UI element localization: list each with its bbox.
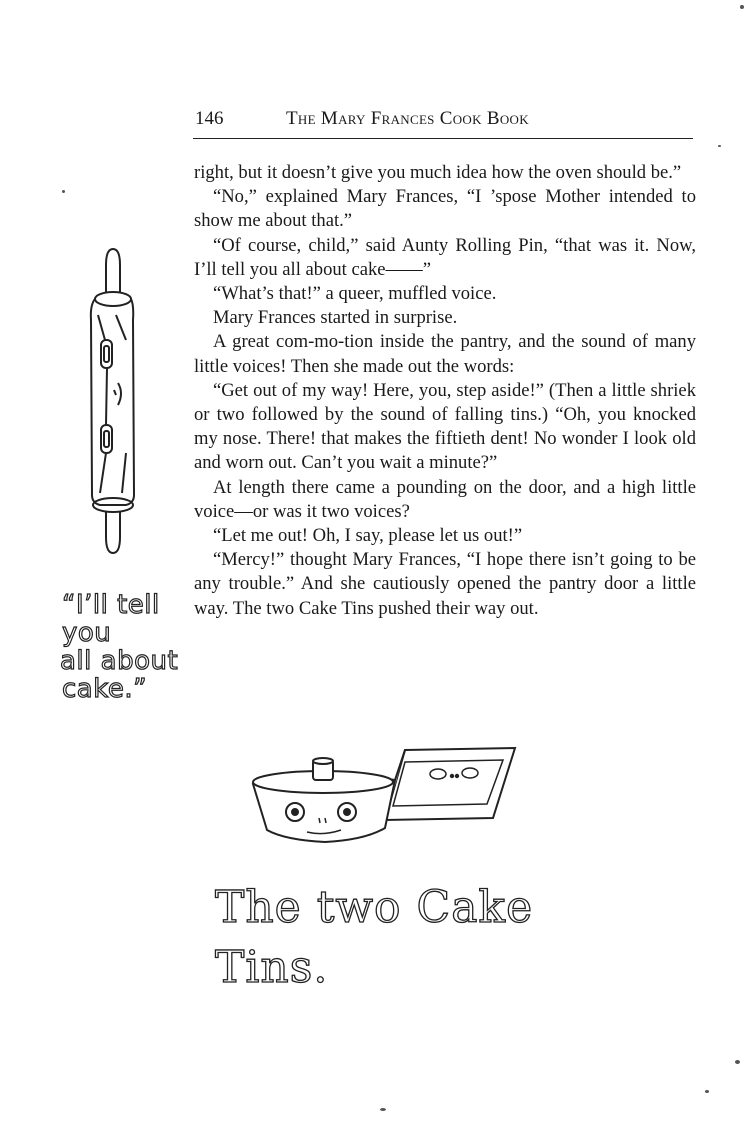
paragraph-7: “Get out of my way! Here, you, step aside!” (Then a little shriek or two followed by the sound of falling tins.) “Oh, you knocked my nose. There! that makes the fiftieth dent! No wonder I look old and worn out. Can’t you wait a minute?” — [194, 379, 696, 474]
side-caption — [60, 591, 190, 703]
scan-speck — [718, 145, 721, 147]
page-header — [193, 106, 693, 139]
scan-speck — [380, 1108, 386, 1111]
side-caption-line-3: all about — [60, 646, 179, 676]
scan-speck — [735, 1060, 740, 1064]
page-number: 146 — [195, 108, 224, 129]
paragraph-5: Mary Frances started in surprise. — [213, 307, 458, 329]
paragraph-10: “Mercy!” thought Mary Frances, “I hope there isn’t going to be any trouble.” And she cautiously opened the pantry door a little way. The two Cake Tins pushed their way out. — [194, 549, 696, 619]
paragraph-3: “Of course, child,” said Aunty Rolling Pin, “that was it. Now, I’ll tell you all about cake——” — [194, 234, 696, 280]
body-text — [194, 161, 696, 621]
side-caption-line-4: cake.” — [62, 674, 148, 704]
paragraph-6: A great com-mo-tion inside the pantry, and the sound of many little voices! Then she made out the words: — [194, 331, 696, 377]
cake-tins-illustration — [245, 740, 525, 850]
paragraph-1: right, but it doesn’t give you much idea how the oven should be.” — [194, 162, 682, 183]
scan-speck — [62, 190, 65, 193]
side-caption-line-1: “I’ll tell — [62, 590, 160, 620]
bottom-caption: The two Cake Tins. — [215, 882, 534, 993]
side-caption-line-2: you — [62, 618, 112, 648]
paragraph-8: At length there came a pounding on the door, and a high little voice—or was it two voices? — [194, 476, 696, 522]
paragraph-2: “No,” explained Mary Frances, “I ’spose Mother intended to show me about that.” — [194, 186, 696, 232]
running-title: The Mary Frances Cook Book — [286, 108, 529, 129]
paragraph-9: “Let me out! Oh, I say, please let us out!” — [213, 525, 523, 547]
paragraph-4: “What’s that!” a queer, muffled voice. — [213, 283, 497, 305]
scan-speck — [705, 1090, 709, 1093]
scan-speck — [740, 5, 744, 9]
rolling-pin-illustration — [78, 245, 148, 557]
